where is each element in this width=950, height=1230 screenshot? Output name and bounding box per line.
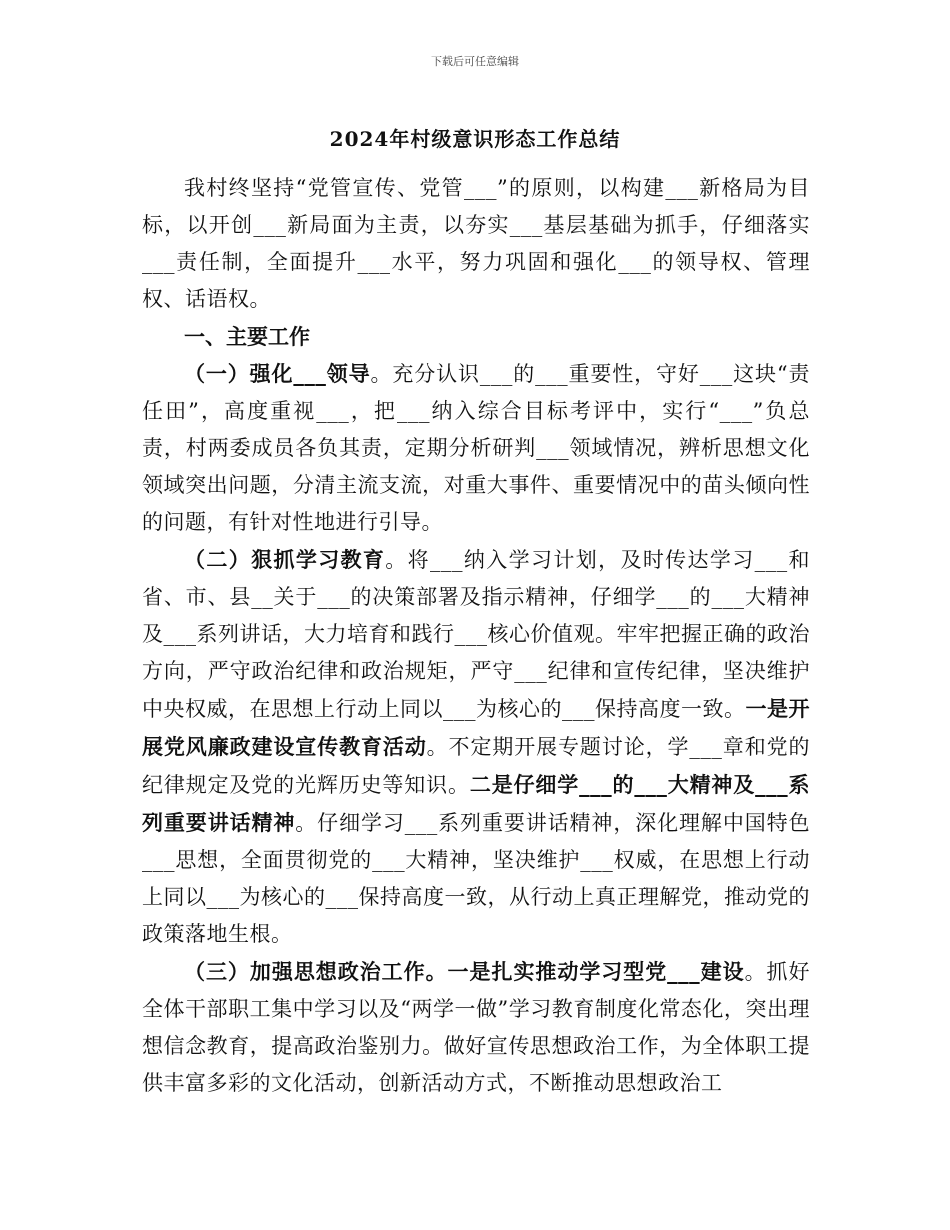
- point-two-heading: 二是仔细学___的___大精神及___系列重要讲话精神: [142, 772, 811, 835]
- paragraph-text: 。抓好全体干部职工集中学习以及“两学一做”学习教育制度化常态化，突出理想信念教育，提高政治鉴别力。做好宣传思想政治工作，为全体职工提供丰富多彩的文化活动，创新活动方式，不断推动思想政治工: [142, 960, 811, 1095]
- paragraph-text: 。不定期开展专题讨论，学___章和党的纪律规定及党的光辉历史等知识。: [142, 735, 810, 797]
- paragraph-lead: （二）狠抓学习教育: [184, 547, 386, 572]
- paragraph-political-work: [142, 953, 810, 1102]
- paragraph-lead: （三）加强思想政治工作。一是扎实推动学习型党___建设: [184, 959, 745, 984]
- document-title: 2024年村级意识形态工作总结: [329, 127, 621, 151]
- paragraph-lead: （一）强化___领导: [184, 361, 371, 386]
- point-one-heading: 一是开展党风廉政建设宣传教育活动: [142, 696, 810, 759]
- intro-paragraph: 我村终坚持“党管宣传、党管___”的原则，以构建___新格局为目标，以开创___新局面为主责，以夯实___基层基础为抓手，仔细落实___责任制，全面提升___水平，努力巩固和强化___的领导权、管理权、话语权。: [142, 176, 810, 311]
- paragraph-text: 。仔细学习___系列重要讲话精神，深化理解中国特色___思想，全面贯彻党的___大精神，坚决维护___权威，在思想上行动上同以___为核心的___保持高度一致，从行动上真正理解党，推动党的政策落地生根。: [142, 811, 811, 946]
- section-heading: 一、主要工作: [184, 324, 310, 349]
- paragraph-text: 。将___纳入学习计划，及时传达学习___和省、市、县__关于___的决策部署及指示精神，仔细学___的___大精神及___系列讲话，大力培育和践行___核心价值观。牢牢把握正确的政治方向，严守政治纪律和政治规矩，严守___纪律和宣传纪律，坚决维护中央权威，在思想上行动上同以___为核心的___保持高度一致。: [142, 548, 811, 721]
- header-note: 下载后可任意编辑: [431, 55, 519, 68]
- paragraph-text: 。充分认识___的___重要性，守好___这块“责任田”，高度重视___，把___纳入综合目标考评中，实行“___”负总责，村两委成员各负其责，定期分析研判___领域情况，辨析思想文化领域突出问题，分清主流支流，对重大事件、重要情况中的苗头倾向性的问题，有针对性地进行引导。: [142, 362, 810, 534]
- paragraph-strengthen-leadership: [142, 355, 810, 541]
- paragraph-study-education: [142, 541, 810, 953]
- document-body: [142, 170, 810, 1102]
